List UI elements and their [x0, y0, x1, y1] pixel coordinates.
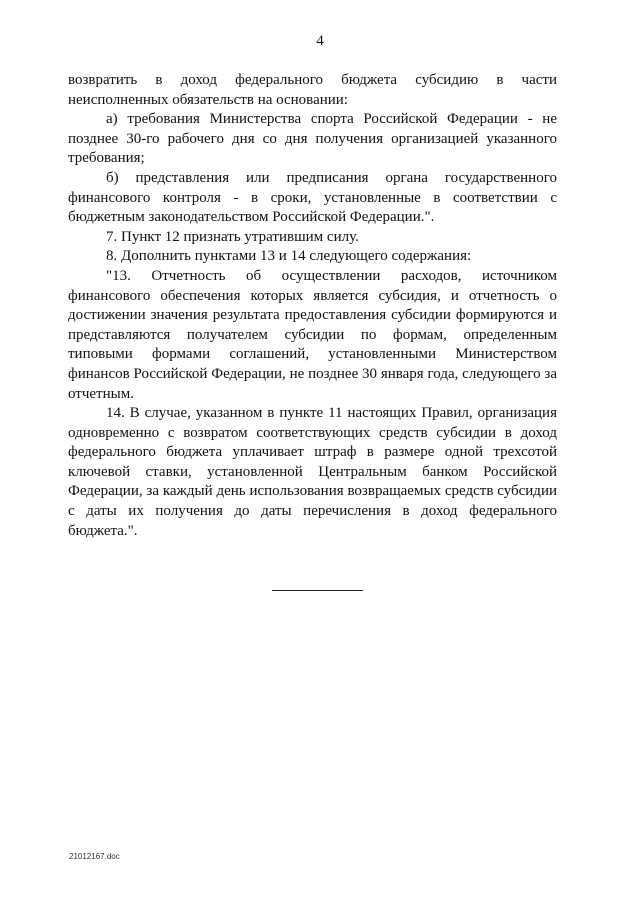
paragraph-point-14: 14. В случае, указанном в пункте 11 настоящих Правил, организация одновременно с возвратом соответствующих средств субсидии в доход федерального бюджета уплачивает штраф в размере одной трехсотой ключевой ставки, установленной Центральным банком Российской Федерации, за каждый день использования возвращаемых средств субсидии с даты их получения до даты перечисления в доход федерального бюджета.". — [68, 405, 557, 539]
paragraph-point-7: 7. Пункт 12 признать утратившим силу. — [106, 228, 359, 245]
end-separator-line — [272, 590, 363, 591]
paragraph-point-13: "13. Отчетность об осуществлении расходов, источником финансового обеспечения которых является субсидия, и отчетность о достижении значения результата предоставления субсидии формируются и представляются получателем субсидии по формам, определенным типовыми формами соглашений, установленными Министерством финансов Российской Федерации, не позднее 30 января года, следующего за отчетным. — [68, 267, 557, 402]
paragraph-return-subsidy: возвратить в доход федерального бюджета субсидию в части неисполненных обязательств на основании: — [68, 72, 557, 108]
paragraph-item-b: б) представления или предписания органа государственного финансового контроля - в сроки, установленные в соответствии с бюджетным законодательством Российской Федерации.". — [68, 169, 557, 226]
paragraph-point-8: 8. Дополнить пунктами 13 и 14 следующего содержания: — [106, 248, 472, 265]
page-number: 4 — [316, 33, 324, 49]
document-body — [68, 71, 557, 541]
footer-filename: 21012167.doc — [69, 852, 120, 861]
paragraph-item-a: а) требования Министерства спорта Российской Федерации - не позднее 30-го рабочего дня со дня получения организацией указанного требования; — [68, 111, 557, 167]
